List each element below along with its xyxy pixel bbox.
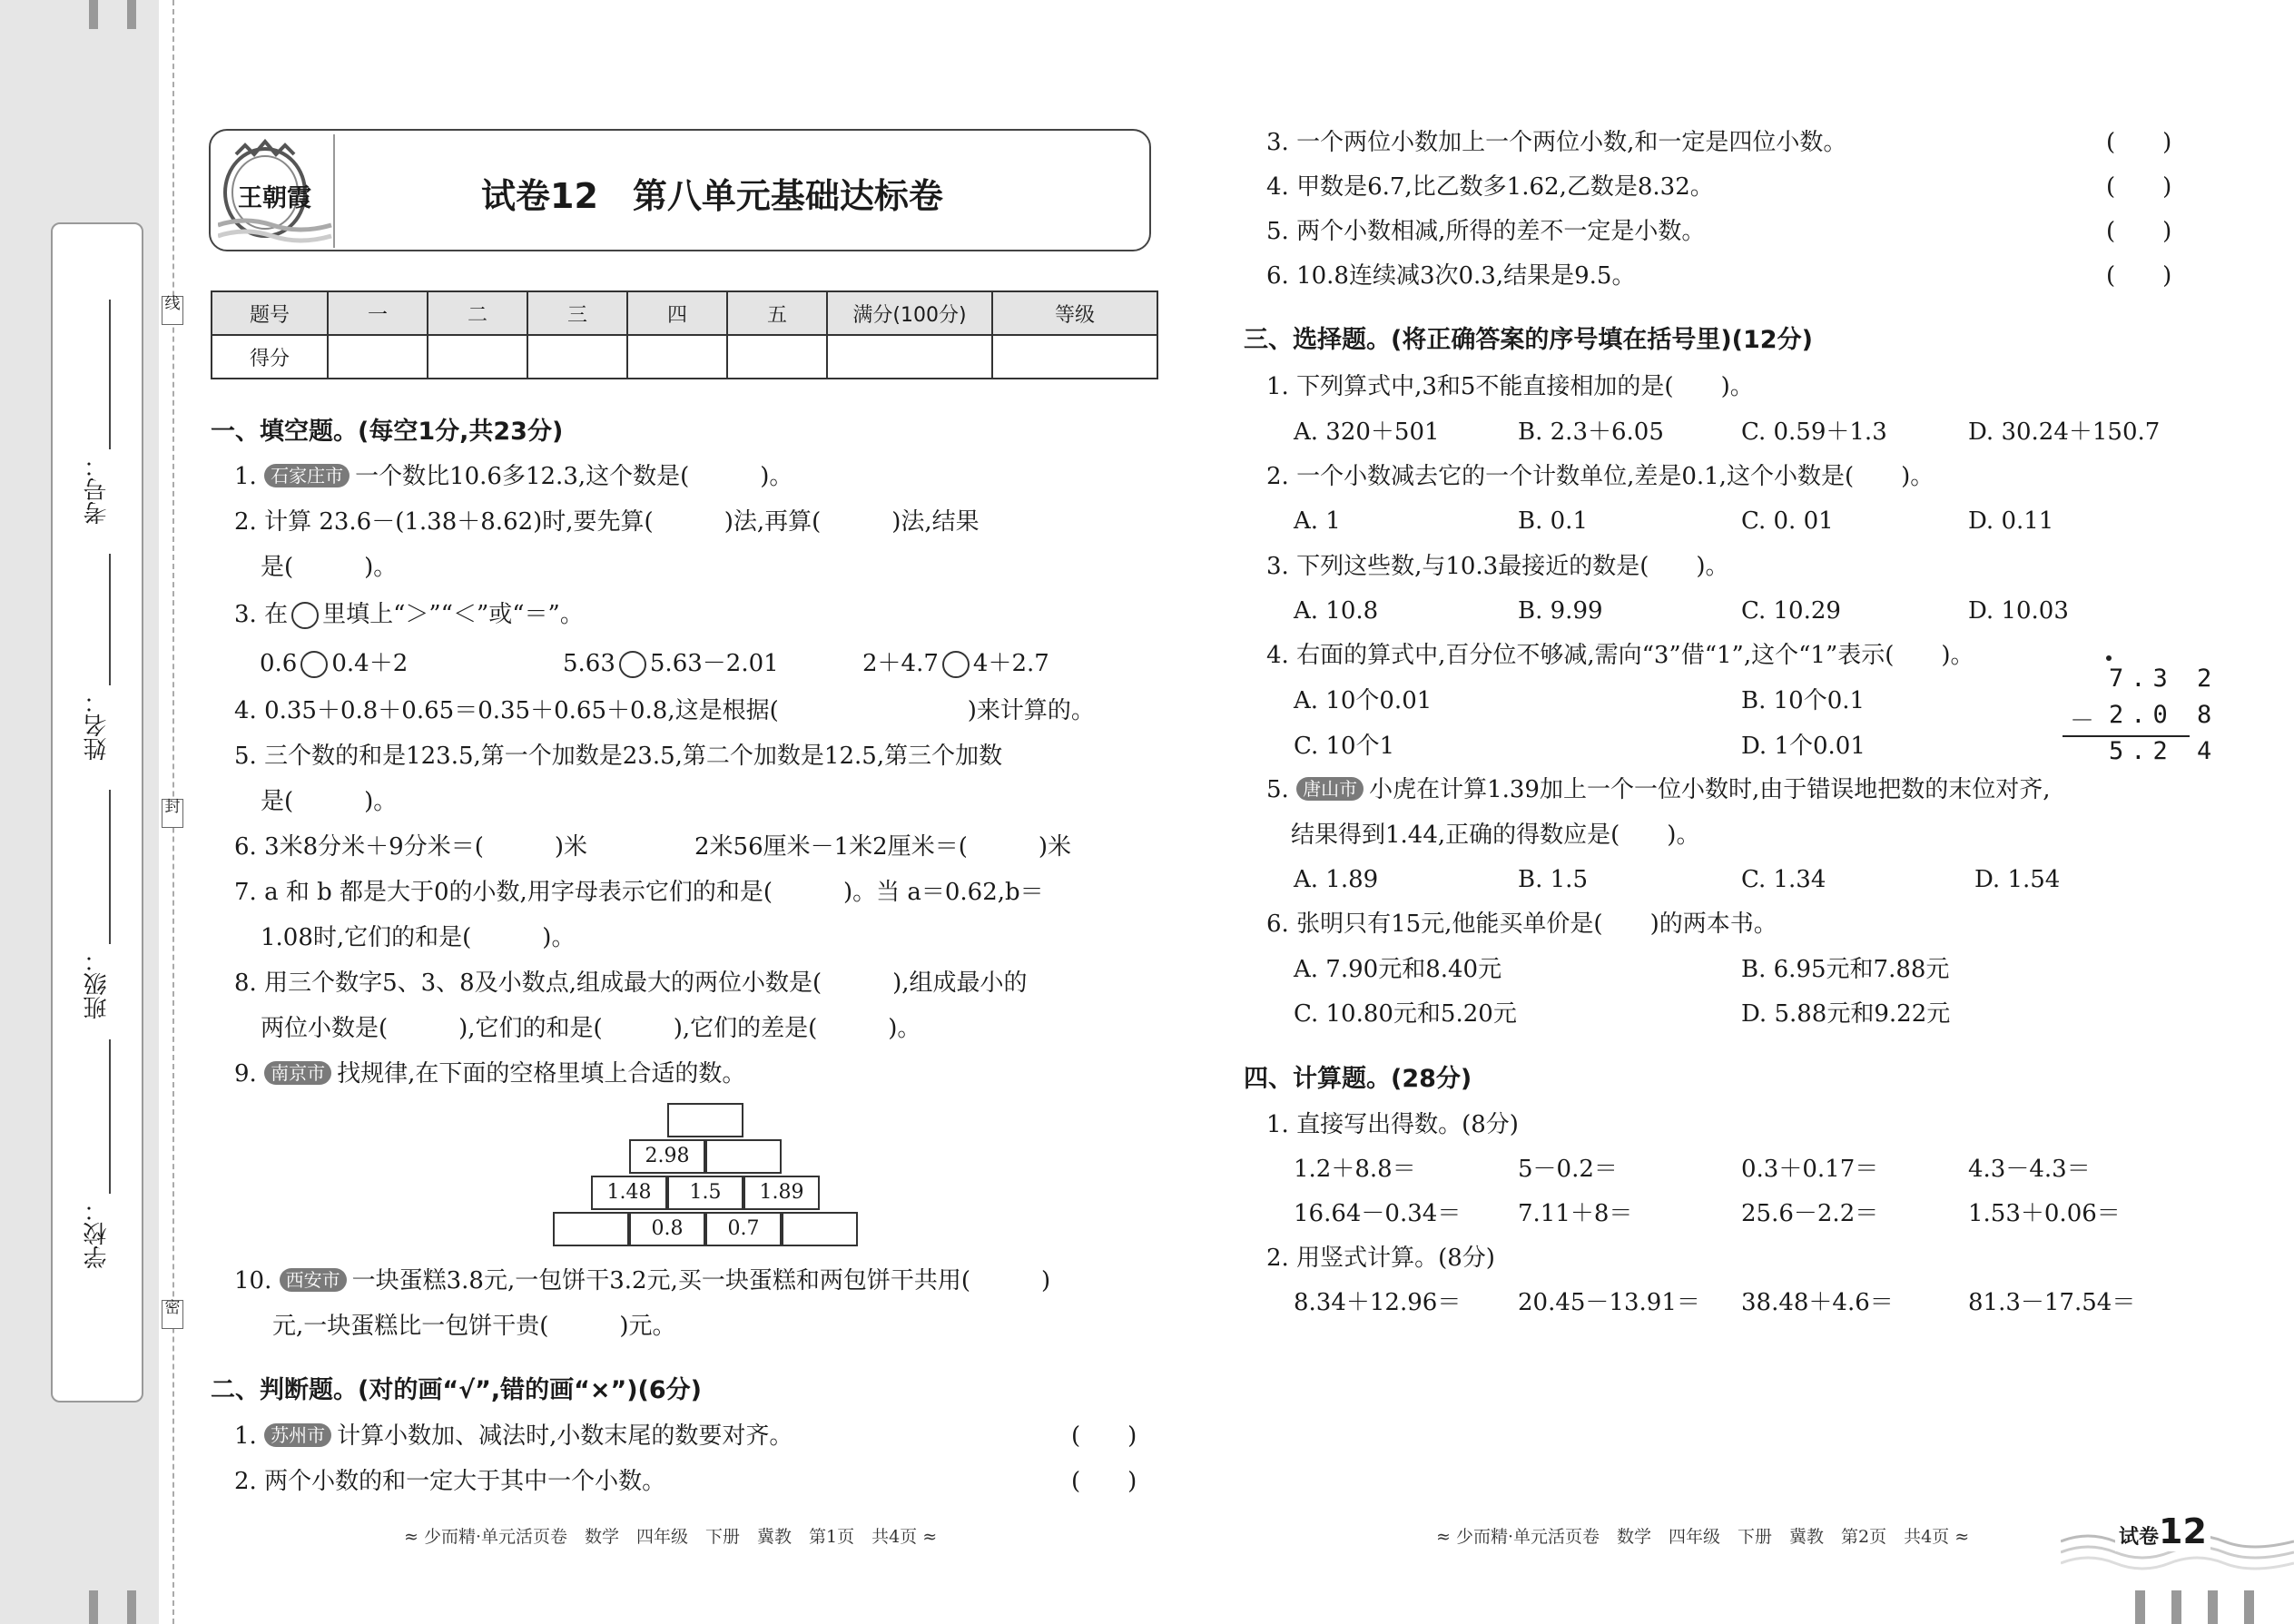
school-field[interactable]: [109, 1039, 111, 1194]
score-header: 三: [527, 291, 627, 335]
exam-number-field[interactable]: [109, 300, 111, 449]
vertical-calc-top: 7.3 2: [2109, 664, 2220, 693]
choice-option: A. 1.89: [1294, 866, 1379, 893]
q-text: 小虎在计算1.39加上一个一位小数时,由于错误地把数的末位对齐,: [1369, 776, 2051, 803]
choice-q6: 6. 张明只有15元,他能买单价是( )的两本书。: [1266, 910, 1777, 938]
score-row-label: 得分: [212, 335, 328, 379]
choice-option: D. 10.03: [1968, 597, 2069, 625]
choice-q5-line1: [1266, 774, 2051, 805]
pyramid-cell: 1.5: [667, 1176, 743, 1210]
page-title: 试卷12 第八单元基础达标卷: [481, 176, 943, 216]
calc-item: 4.3－4.3＝: [1968, 1156, 2091, 1183]
judge-q2: 2. 两个小数的和一定大于其中一个小数。: [234, 1468, 666, 1495]
section3-heading: 三、选择题。(将正确答案的序号填在括号里)(12分): [1244, 326, 1813, 354]
fill-q10-line2: 元,一块蛋糕比一包饼干贵( )元。: [272, 1313, 676, 1340]
choice-option: C. 0. 01: [1741, 507, 1834, 535]
answer-paren[interactable]: ( ): [2106, 173, 2172, 201]
calc-item: 38.48＋4.6＝: [1741, 1289, 1894, 1316]
fill-q6b: 2米56厘米－1米2厘米＝( )米: [694, 833, 1071, 861]
judge-q5: 5. 两个小数相减,所得的差不一定是小数。: [1266, 218, 1706, 245]
judge-q4: 4. 甲数是6.7,比乙数多1.62,乙数是8.32。: [1266, 173, 1714, 201]
judge-q3: 3. 一个两位小数加上一个两位小数,和一定是四位小数。: [1266, 129, 1847, 156]
q-text: 计算小数加、减法时,小数末尾的数要对齐。: [337, 1422, 793, 1450]
footer-right: ≈ 少而精·单元活页卷 数学 四年级 下册 冀教 第2页 共4页 ≈: [1436, 1527, 1970, 1547]
q-number: 1.: [234, 463, 257, 490]
choice-option: C. 1.34: [1741, 866, 1826, 893]
paper-badge-number: 12: [2159, 1511, 2207, 1551]
class-field[interactable]: [109, 790, 111, 944]
fill-q10-line1: [234, 1265, 1050, 1296]
score-table: [211, 290, 1158, 379]
fill-q1: [234, 461, 793, 492]
pyramid-cell: 0.8: [629, 1212, 705, 1246]
pyramid-cell[interactable]: [705, 1139, 782, 1174]
q-number: 5.: [1266, 776, 1289, 803]
fill-q9: [234, 1058, 745, 1089]
pyramid-cell[interactable]: [553, 1212, 629, 1246]
q-text: 3. 在: [234, 601, 289, 628]
binding-mark: [2208, 1590, 2218, 1624]
calc-item: 8.34＋12.96＝: [1294, 1289, 1462, 1316]
score-cell[interactable]: [727, 335, 827, 379]
judge-q6: 6. 10.8连续减3次0.3,结果是9.5。: [1266, 262, 1636, 290]
city-tag: 苏州市: [264, 1423, 331, 1447]
score-cell[interactable]: [992, 335, 1157, 379]
choice-option: A. 10个0.01: [1294, 687, 1433, 714]
choice-option: D. 5.88元和9.22元: [1741, 1000, 1951, 1028]
calc-item: 7.11＋8＝: [1518, 1200, 1633, 1227]
vertical-calc-mid: 2.0 8: [2109, 701, 2220, 729]
choice-option: D. 0.11: [1968, 507, 2054, 535]
answer-paren[interactable]: ( ): [1071, 1422, 1137, 1450]
compare-circle[interactable]: [300, 651, 328, 678]
class-label: 班级：: [84, 949, 111, 1019]
footer-left: ≈ 少而精·单元活页卷 数学 四年级 下册 冀教 第1页 共4页 ≈: [404, 1527, 938, 1547]
city-tag: 石家庄市: [264, 464, 350, 487]
choice-option: C. 10.80元和5.20元: [1294, 1000, 1517, 1028]
pyramid-cell: 2.98: [629, 1139, 705, 1174]
fill-q3: [234, 599, 584, 630]
paper-badge-label: 试卷: [2119, 1526, 2160, 1549]
borrow-dot: [2106, 655, 2112, 661]
calc-item: 5－0.2＝: [1518, 1156, 1618, 1183]
vertical-calc-result: 5.2 4: [2109, 737, 2220, 765]
answer-paren[interactable]: ( ): [1071, 1468, 1137, 1495]
section4-heading: 四、计算题。(28分): [1244, 1065, 1472, 1093]
calc-item: 1.53＋0.06＝: [1968, 1200, 2121, 1227]
compare-item: 5.63 5.63－2.01: [563, 650, 779, 677]
fill-q7-line2: 1.08时,它们的和是( )。: [261, 924, 576, 951]
score-header: 等级: [992, 291, 1157, 335]
choice-option: C. 10个1: [1294, 733, 1395, 760]
fill-q2-line1: 2. 计算 23.6－(1.38＋8.62)时,要先算( )法,再算( )法,结果: [234, 508, 980, 536]
answer-paren[interactable]: ( ): [2106, 262, 2172, 290]
judge-q1: [234, 1421, 793, 1452]
calc-item: 20.45－13.91＝: [1518, 1289, 1700, 1316]
seal-mark: 密: [162, 1300, 183, 1329]
compare-circle[interactable]: [291, 602, 319, 629]
compare-circle[interactable]: [619, 651, 646, 678]
q-number: 9.: [234, 1060, 257, 1088]
score-header: 满分(100分): [827, 291, 992, 335]
choice-option: B. 9.99: [1518, 597, 1603, 625]
calc-item: 0.3＋0.17＝: [1741, 1156, 1879, 1183]
score-header: 二: [428, 291, 527, 335]
choice-option: B. 10个0.1: [1741, 687, 1866, 714]
binding-mark: [89, 1590, 98, 1624]
calc-sub2: 2. 用竖式计算。(8分): [1266, 1245, 1495, 1272]
choice-q2: 2. 一个小数减去它的一个计数单位,差是0.1,这个小数是( )。: [1266, 463, 1935, 490]
calc-sub1: 1. 直接写出得数。(8分): [1266, 1111, 1519, 1138]
fill-q8-line2: 两位小数是( ),它们的和是( ),它们的差是( )。: [261, 1015, 921, 1042]
choice-option: A. 10.8: [1294, 597, 1379, 625]
q-text: 找规律,在下面的空格里填上合适的数。: [337, 1060, 746, 1088]
section2-heading: 二、判断题。(对的画“√”,错的画“×”)(6分): [211, 1376, 703, 1404]
fill-q6a: 6. 3米8分米＋9分米＝( )米: [234, 833, 587, 861]
score-header: 题号: [212, 291, 328, 335]
choice-q1: 1. 下列算式中,3和5不能直接相加的是( )。: [1266, 373, 1754, 400]
choice-option: D. 30.24＋150.7: [1968, 418, 2161, 446]
answer-paren[interactable]: ( ): [2106, 218, 2172, 245]
score-cell[interactable]: [527, 335, 627, 379]
fill-q7-line1: 7. a 和 b 都是大于0的小数,用字母表示它们的和是( )。当 a＝0.62,b＝: [234, 879, 1044, 906]
fill-q5-line2: 是( )。: [261, 788, 398, 815]
binding-mark: [2171, 1590, 2181, 1624]
fill-q5-line1: 5. 三个数的和是123.5,第一个加数是23.5,第二个加数是12.5,第三个加数: [234, 743, 1003, 770]
q-text: 里填上“＞”“＜”或“＝”。: [322, 601, 584, 628]
binding-mark: [2244, 1590, 2254, 1624]
choice-q3: 3. 下列这些数,与10.3最接近的数是( )。: [1266, 553, 1729, 580]
exam-number-label: 考号：: [84, 454, 111, 525]
pyramid-cell: 1.89: [743, 1176, 820, 1210]
score-header: 五: [727, 291, 827, 335]
choice-option: D. 1个0.01: [1741, 733, 1866, 760]
binding-mark: [89, 0, 98, 29]
pyramid-cell[interactable]: [667, 1103, 743, 1137]
school-label: 学校：: [84, 1198, 111, 1269]
logo-text: 王朝霞: [238, 184, 311, 212]
compare-item: 0.6 0.4＋2: [260, 650, 409, 677]
binding-mark: [2135, 1590, 2145, 1624]
score-cell[interactable]: [827, 335, 992, 379]
section1-heading: 一、填空题。(每空1分,共23分): [211, 418, 564, 446]
name-field[interactable]: [109, 554, 111, 685]
choice-option: A. 1: [1294, 507, 1341, 535]
fill-q8-line1: 8. 用三个数字5、3、8及小数点,组成最大的两位小数是( ),组成最小的: [234, 969, 1028, 997]
seal-mark: 封: [162, 799, 183, 828]
score-cell[interactable]: [428, 335, 527, 379]
city-tag: 南京市: [264, 1061, 331, 1085]
calc-item: 1.2＋8.8＝: [1294, 1156, 1416, 1183]
choice-option: B. 0.1: [1518, 507, 1588, 535]
binding-mark: [127, 1590, 136, 1624]
choice-option: B. 1.5: [1518, 866, 1588, 893]
score-cell[interactable]: [627, 335, 727, 379]
q-text: 一块蛋糕3.8元,一包饼干3.2元,买一块蛋糕和两包饼干共用( ): [351, 1267, 1051, 1294]
choice-option: C. 10.29: [1741, 597, 1841, 625]
pyramid-cell: 0.7: [705, 1212, 782, 1246]
compare-item: 2＋4.7 4＋2.7: [862, 650, 1049, 677]
score-header: 四: [627, 291, 727, 335]
choice-option: A. 320＋501: [1294, 418, 1440, 446]
pyramid-cell[interactable]: [782, 1212, 858, 1246]
score-header: 一: [328, 291, 428, 335]
calc-item: 25.6－2.2＝: [1741, 1200, 1879, 1227]
choice-option: B. 6.95元和7.88元: [1741, 956, 1950, 983]
seal-mark: 线: [162, 296, 183, 325]
binding-mark: [127, 0, 136, 29]
vertical-calc-operator: －: [2070, 707, 2102, 735]
choice-option: D. 1.54: [1974, 866, 2061, 893]
answer-paren[interactable]: ( ): [2106, 129, 2172, 156]
choice-q5-line2: 结果得到1.44,正确的得数应是( )。: [1291, 822, 1700, 849]
fill-q4: 4. 0.35＋0.8＋0.65＝0.35＋0.65＋0.8,这是根据( )来计算的。: [234, 697, 1095, 724]
paper-badge: [2115, 1511, 2210, 1551]
choice-option: A. 7.90元和8.40元: [1294, 956, 1502, 983]
fill-q2-line2: 是( )。: [261, 554, 398, 581]
pyramid-cell: 1.48: [591, 1176, 667, 1210]
score-cell[interactable]: [328, 335, 428, 379]
choice-q4: 4. 右面的算式中,百分位不够减,需向“3”借“1”,这个“1”表示( )。: [1266, 642, 1974, 669]
choice-option: B. 2.3＋6.05: [1518, 418, 1664, 446]
q-text: 一个数比10.6多12.3,这个数是( )。: [355, 463, 793, 490]
city-tag: 西安市: [280, 1268, 347, 1292]
q-number: 1.: [234, 1422, 257, 1450]
name-label: 姓名：: [84, 690, 111, 761]
q-number: 10.: [234, 1267, 272, 1294]
calc-item: 81.3－17.54＝: [1968, 1289, 2136, 1316]
city-tag: 唐山市: [1296, 777, 1364, 801]
compare-circle[interactable]: [942, 651, 970, 678]
calc-item: 16.64－0.34＝: [1294, 1200, 1462, 1227]
choice-option: C. 0.59＋1.3: [1741, 418, 1887, 446]
